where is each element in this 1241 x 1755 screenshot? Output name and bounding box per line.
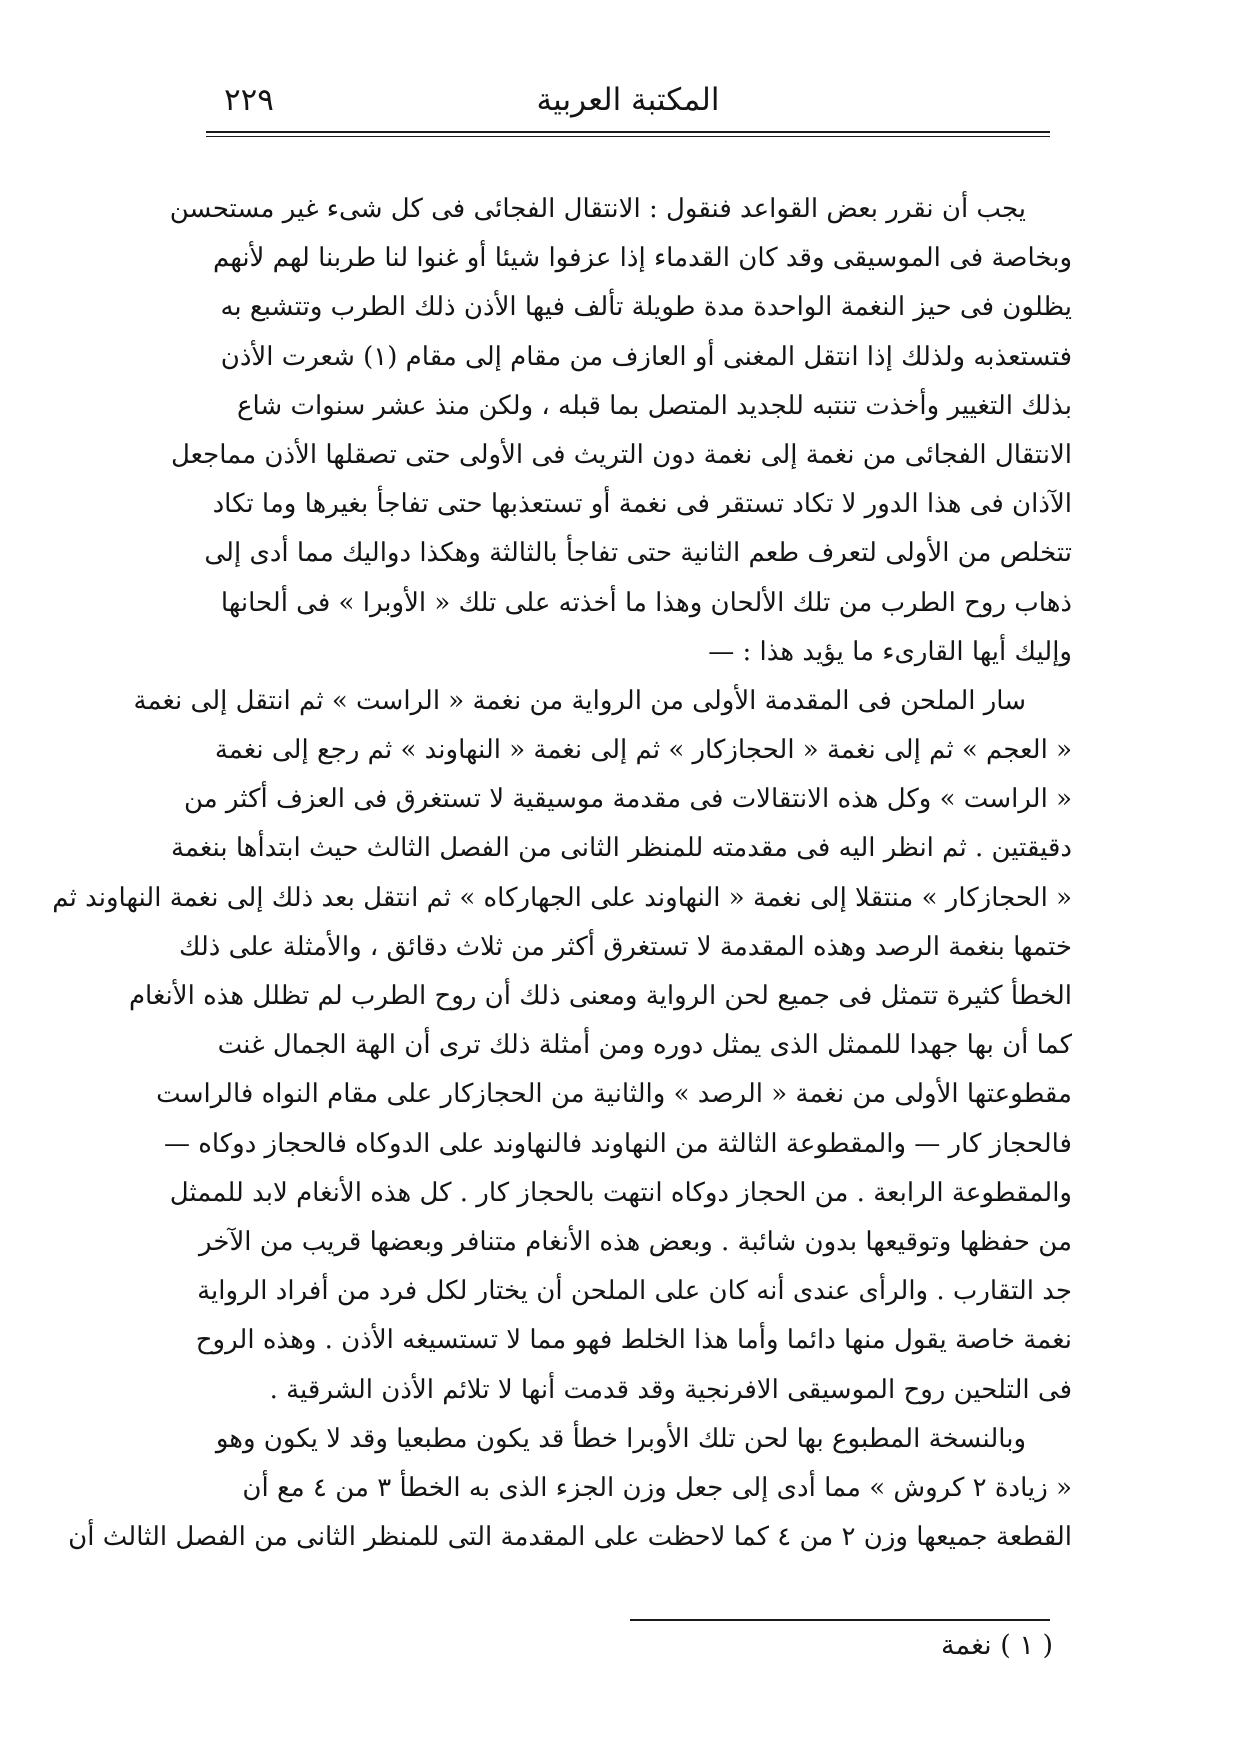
- text-line: تتخلص من الأولى لتعرف طعم الثانية حتى تفاجأ بالثالثة وهكذا دواليك مما أدى إلى: [204, 538, 1072, 569]
- text-line: « زيادة ٢ كروش » مما أدى إلى جعل وزن الجزء الذى به الخطأ ٣ من ٤ مع أن: [242, 1472, 1072, 1503]
- text-line: فالحجاز كار — والمقطوعة الثالثة من النهاوند فالنهاوند على الدوكاه فالحجاز دوكاه —: [163, 1128, 1072, 1159]
- body-text: [52, 185, 1072, 1562]
- text-line: نغمة خاصة يقول منها دائما وأما هذا الخلط فهو مما لا تستسيغه الأذن . وهذه الروح: [195, 1325, 1072, 1356]
- text-line: من حفظها وتوقيعها بدون شائبة . وبعض هذه الأنغام متنافر وبعضها قريب من الآخر: [199, 1226, 1072, 1257]
- text-line: يظلون فى حيز النغمة الواحدة مدة طويلة تألف فيها الأذن ذلك الطرب وتتشبع به: [220, 292, 1072, 323]
- text-line: ذهاب روح الطرب من تلك الألحان وهذا ما أخذته على تلك « الأوبرا » فى ألحانها: [220, 587, 1072, 618]
- text-line: وبالنسخة المطبوع بها لحن تلك الأوبرا خطأ قد يكون مطبعيا وقد لا يكون وهو: [215, 1423, 1026, 1454]
- text-line: الخطأ كثيرة تتمثل فى جميع لحن الرواية ومعنى ذلك أن روح الطرب لم تظلل هذه الأنغام: [128, 981, 1072, 1011]
- text-line: فى التلحين روح الموسيقى الافرنجية وقد قدمت أنها لا تلائم الأذن الشرقية .: [269, 1374, 1072, 1405]
- text-line: وبخاصة فى الموسيقى وقد كان القدماء إذا عزفوا شيئا أو غنوا لنا طربنا لهم لأنهم: [213, 243, 1072, 274]
- page-header: [206, 82, 1050, 122]
- running-title: المكتبة العربية: [536, 82, 720, 118]
- text-line: سار الملحن فى المقدمة الأولى من الرواية من نغمة « الراست » ثم انتقل إلى نغمة: [133, 685, 1026, 716]
- text-line: بذلك التغيير وأخذت تنتبه للجديد المتصل بما قبله ، ولكن منذ عشر سنوات شاع: [236, 390, 1072, 421]
- text-line: كما أن بها جهدا للممثل الذى يمثل دوره ومن أمثلة ذلك ترى أن الهة الجمال غنت: [217, 1030, 1072, 1061]
- header-rule-thin: [206, 136, 1050, 137]
- header-rule: [206, 131, 1050, 133]
- page-number: ٢٢٩: [224, 82, 274, 118]
- text-line: يجب أن نقرر بعض القواعد فنقول : الانتقال الفجائى فى كل شىء غير مستحسن: [169, 194, 1026, 224]
- text-line: دقيقتين . ثم انظر اليه فى مقدمته للمنظر الثانى من الفصل الثالث حيث ابتدأها بنغمة: [171, 833, 1072, 864]
- footnote: ( ١ ) نغمة: [941, 1630, 1053, 1661]
- text-line: وإليك أيها القارىء ما يؤيد هذا : —: [708, 636, 1072, 667]
- text-line: « العجم » ثم إلى نغمة « الحجازكار » ثم إلى نغمة « النهاوند » ثم رجع إلى نغمة: [214, 735, 1072, 766]
- text-line: جد التقارب . والرأى عندى أنه كان على الملحن أن يختار لكل فرد من أفراد الرواية: [197, 1276, 1072, 1307]
- text-line: « الراست » وكل هذه الانتقالات فى مقدمة موسيقية لا تستغرق فى العزف أكثر من: [183, 784, 1072, 815]
- text-line: القطعة جميعها وزن ٢ من ٤ كما لاحظت على المقدمة التى للمنظر الثانى من الفصل الثالث أن: [68, 1522, 1072, 1553]
- footnote-rule: [630, 1619, 1050, 1621]
- text-line: « الحجازكار » منتقلا إلى نغمة « النهاوند على الجهاركاه » ثم انتقل بعد ذلك إلى نغمة النهاوند ثم: [52, 882, 1072, 913]
- text-line: فتستعذبه ولذلك إذا انتقل المغنى أو العازف من مقام إلى مقام (١) شعرت الأذن: [220, 341, 1072, 372]
- text-line: الآذان فى هذا الدور لا تكاد تستقر فى نغمة أو تستعذبها حتى تفاجأ بغيرها وما تكاد: [212, 489, 1072, 520]
- text-line: ختمها بنغمة الرصد وهذه المقدمة لا تستغرق أكثر من ثلاث دقائق ، والأمثلة على ذلك: [178, 931, 1072, 962]
- text-line: الانتقال الفجائى من نغمة إلى نغمة دون التريث فى الأولى حتى تصقلها الأذن مماجعل: [170, 439, 1072, 470]
- text-line: والمقطوعة الرابعة . من الحجاز دوكاه انتهت بالحجاز كار . كل هذه الأنغام لابد للممثل: [169, 1177, 1072, 1208]
- text-line: مقطوعتها الأولى من نغمة « الرصد » والثانية من الحجازكار على مقام النواه فالراست: [156, 1079, 1072, 1110]
